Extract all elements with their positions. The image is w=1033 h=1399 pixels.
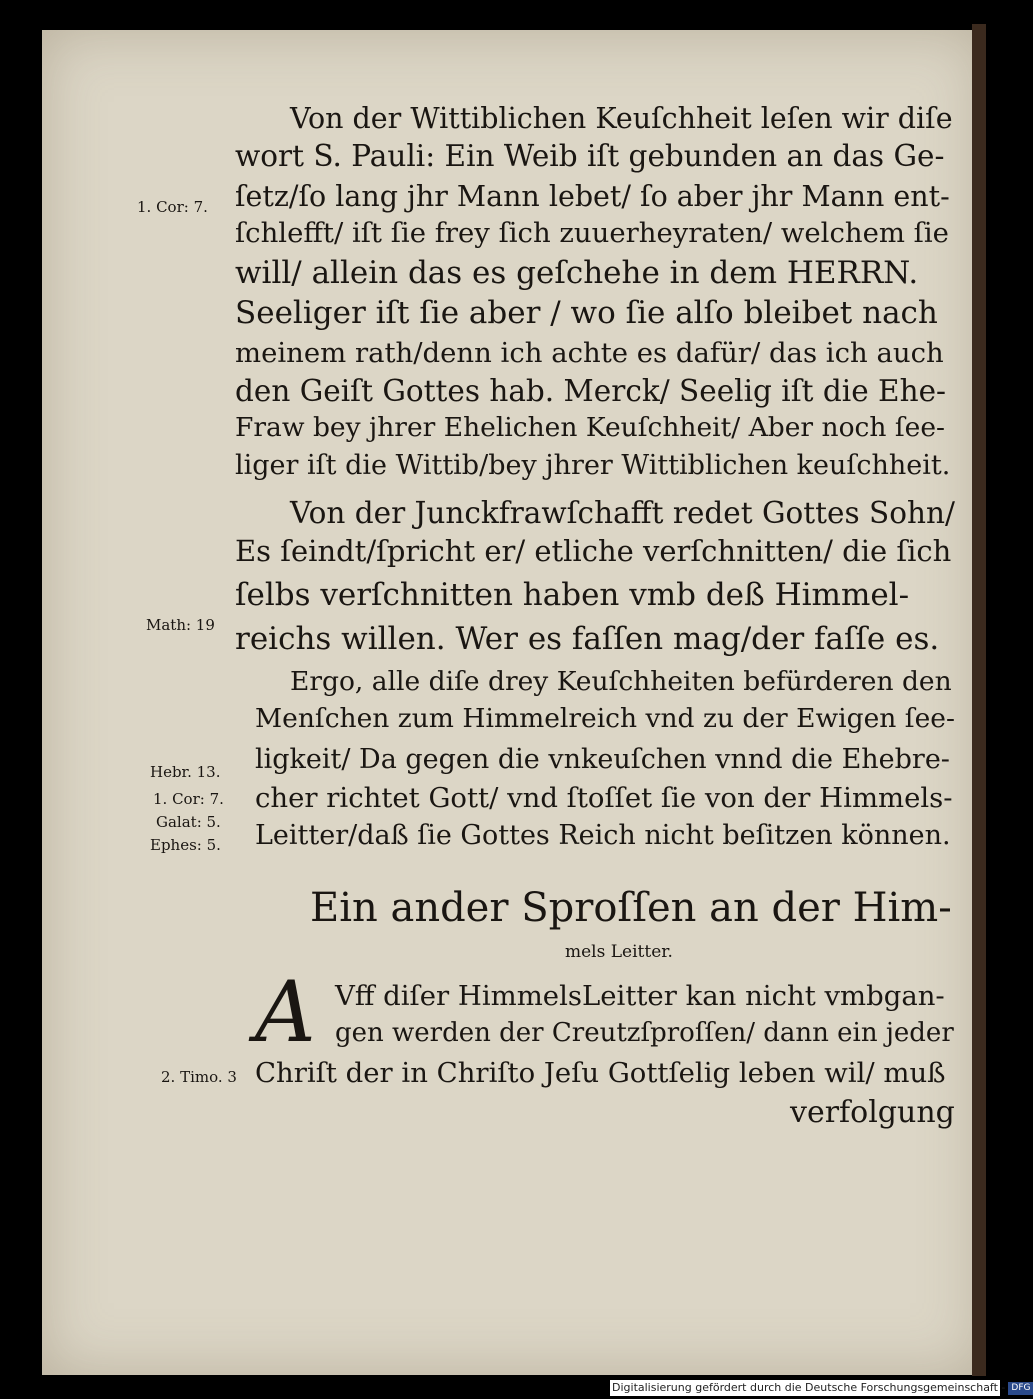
text-line: liger iſt die Wittib/bey jhrer Wittiblichen keuſchheit. xyxy=(235,450,951,481)
text-line: Vff diſer HimmelsLeitter kan nicht vmbgan- xyxy=(335,980,945,1012)
text-line: Von der Wittiblichen Keuſchheit leſen wir diſe xyxy=(290,102,953,135)
text-line: cher richtet Gott/ vnd ſtoſſet ſie von der Himmels- xyxy=(255,782,953,814)
funding-footer xyxy=(610,1380,1031,1396)
margin-note: Ephes: 5. xyxy=(150,836,221,854)
drop-cap: A xyxy=(255,963,316,1061)
margin-note: 1. Cor: 7. xyxy=(137,198,208,216)
catchword: verfolgung xyxy=(790,1095,955,1130)
text-line: ligkeit/ Da gegen die vnkeuſchen vnnd die Ehebre- xyxy=(255,744,950,775)
text-line: gen werden der Creutzſproſſen/ dann ein jeder xyxy=(335,1018,954,1048)
margin-note: Math: 19 xyxy=(146,616,215,634)
text-line: ſelbs verſchnitten haben vmb deß Himmel- xyxy=(235,577,910,613)
text-line: Von der Junckfrawſchafft redet Gottes Sohn/ xyxy=(290,496,955,530)
margin-note: 1. Cor: 7. xyxy=(153,790,224,808)
margin-note: Galat: 5. xyxy=(156,813,221,831)
text-line: den Geiſt Gottes hab. Merck/ Seelig iſt die Ehe- xyxy=(235,374,946,408)
text-line: Es ſeindt/ſpricht er/ etliche verſchnitten/ die ſich xyxy=(235,534,952,568)
footer-text: Digitalisierung gefördert durch die Deutsche Forschungsgemeinschaft - xyxy=(612,1381,1006,1394)
text-line: Menſchen zum Himmelreich vnd zu der Ewigen ſee- xyxy=(255,703,955,734)
margin-note: 2. Timo. 3 xyxy=(161,1068,237,1086)
margin-note: Hebr. 13. xyxy=(150,763,221,781)
text-line: reichs willen. Wer es faſſen mag/der faſſe es. xyxy=(235,621,940,657)
text-line: Leitter/daß ſie Gottes Reich nicht beſitzen können. xyxy=(255,820,951,851)
text-line: meinem rath/denn ich achte es dafür/ das ich auch xyxy=(235,337,944,369)
text-line: ſchlefft/ iſt ſie frey ſich zuuerheyraten/ welchem ſie xyxy=(235,217,949,249)
section-heading-continuation: mels Leitter. xyxy=(565,942,673,962)
dfg-logo-icon: DFG xyxy=(1008,1382,1033,1395)
text-line: ſetz/ſo lang jhr Mann lebet/ ſo aber jhr Mann ent- xyxy=(235,180,950,213)
text-line: Seeliger iſt ſie aber / wo ſie alſo bleibet nach xyxy=(235,295,938,331)
text-line: Chriſt der in Chriſto Jeſu Gottſelig leben wil/ muß xyxy=(255,1057,946,1089)
text-line: will/ allein das es geſchehe in dem HERRN. xyxy=(235,255,919,291)
text-line: Ergo, alle diſe drey Keuſchheiten befürderen den xyxy=(290,666,952,697)
text-line: Fraw bey jhrer Ehelichen Keuſchheit/ Aber noch ſee- xyxy=(235,412,945,443)
section-heading: Ein ander Sproſſen an der Him- xyxy=(310,885,952,931)
book-gutter xyxy=(972,24,986,1376)
text-line: wort S. Pauli: Ein Weib iſt gebunden an das Ge- xyxy=(235,139,945,173)
